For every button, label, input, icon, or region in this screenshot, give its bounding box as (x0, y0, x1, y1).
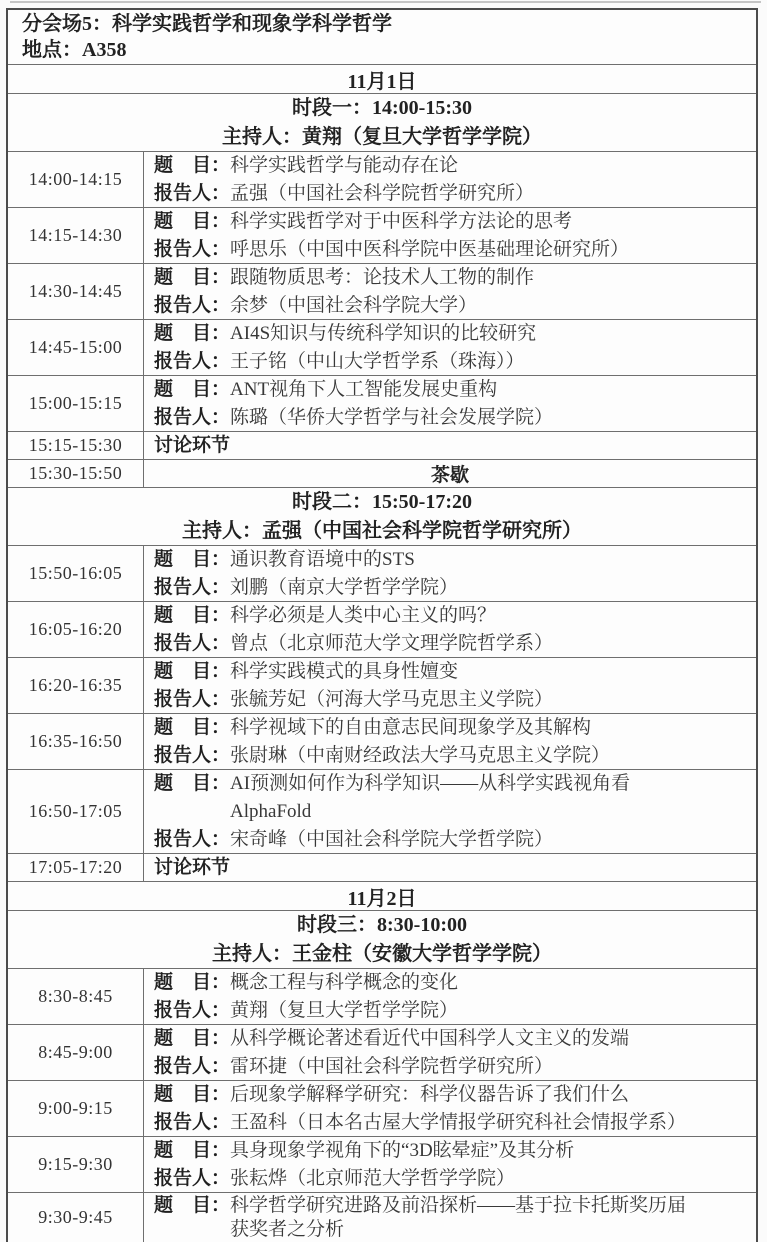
talk-speaker: 孟强（中国社会科学院哲学研究所） (230, 182, 535, 204)
talk-speaker: 呼思乐（中国中医科学院中医基础理论研究所） (230, 238, 630, 260)
time-cell: 8:30-8:45 (8, 969, 144, 1024)
talk-speaker-line (154, 630, 748, 658)
title-label: 题 目： (154, 772, 231, 794)
talk-row (8, 375, 756, 431)
table-header-cell (8, 10, 756, 64)
talk-title-line (154, 152, 748, 180)
talk-speaker: 宋奇峰（中国社会科学院大学哲学院） (230, 828, 554, 850)
talk-cell (144, 1193, 756, 1242)
talk-speaker: 张耘烨（北京师范大学哲学学院） (230, 1167, 516, 1189)
time-cell: 9:00-9:15 (8, 1081, 144, 1136)
session2-chair: 主持人：孟强（中国社会科学院哲学研究所） (182, 519, 582, 542)
speaker-label: 报告人： (154, 1111, 231, 1133)
time-cell: 14:00-14:15 (8, 152, 144, 207)
talk-speaker-line (154, 1109, 748, 1137)
session1-header-row (8, 93, 756, 151)
speaker-label: 报告人： (154, 182, 231, 204)
talk-row (8, 207, 756, 263)
talk-speaker-line (154, 1165, 748, 1193)
talk-title-line (154, 1081, 748, 1109)
speaker-label: 报告人： (154, 238, 231, 260)
tea-break-row (8, 459, 756, 487)
talk-title: AI预测如何作为科学知识——从科学实践视角看AlphaFold (230, 772, 631, 822)
page-edge-line (10, 1, 761, 3)
title-label: 题 目： (154, 604, 231, 626)
talk-speaker-line (154, 997, 748, 1025)
talk-row (8, 1024, 756, 1080)
speaker-label: 报告人： (154, 828, 231, 850)
title-label: 题 目： (154, 1139, 231, 1161)
title-label: 题 目： (154, 210, 231, 232)
talk-title-line (154, 969, 748, 997)
talk-speaker: 曾点（北京师范大学文理学院哲学系） (230, 632, 554, 654)
discussion-cell (144, 854, 756, 881)
talk-cell (144, 152, 756, 207)
talk-title: 科学实践模式的具身性嬗变 (230, 660, 459, 682)
session1-chair: 主持人：黄翔（复旦大学哲学学院） (222, 125, 542, 148)
time-cell: 16:35-16:50 (8, 714, 144, 769)
talk-title: 科学哲学研究进路及前沿探析——基于拉卡托斯奖历届获奖者之分析 (230, 1194, 687, 1240)
talk-speaker-line (154, 742, 748, 770)
time-cell: 15:50-16:05 (8, 546, 144, 601)
talk-speaker: 刘鹏（南京大学哲学学院） (230, 576, 459, 598)
session3-title: 时段三：8:30-10:00 (297, 913, 467, 936)
talk-speaker: 黄翔（复旦大学哲学学院） (230, 999, 459, 1021)
talk-row (8, 601, 756, 657)
talk-title-line (154, 1194, 748, 1242)
tea-break-label: 茶歇 (430, 465, 469, 486)
time-cell: 16:20-16:35 (8, 658, 144, 713)
title-label: 题 目： (154, 548, 231, 570)
talk-title: 概念工程与科学概念的变化 (230, 971, 459, 993)
time-cell: 15:00-15:15 (8, 376, 144, 431)
talk-title-line (154, 602, 748, 630)
title-label: 题 目： (154, 660, 231, 682)
discussion-label: 讨论环节 (154, 856, 231, 878)
talk-title-line (154, 264, 748, 292)
session-title: 分会场5：科学实践哲学和现象学科学哲学 (22, 13, 392, 35)
talk-title: 从科学概论著述看近代中国科学人文主义的发端 (230, 1027, 630, 1049)
talk-title: 科学实践哲学对于中医科学方法论的思考 (230, 210, 573, 232)
talk-cell (144, 264, 756, 319)
time-cell: 8:45-9:00 (8, 1025, 144, 1080)
discussion-row (8, 431, 756, 459)
talk-row (8, 545, 756, 601)
title-label: 题 目： (154, 1083, 231, 1105)
talk-title-line (154, 1137, 748, 1165)
talk-cell (144, 969, 756, 1024)
speaker-label: 报告人： (154, 350, 231, 372)
time-cell: 16:05-16:20 (8, 602, 144, 657)
speaker-label: 报告人： (154, 999, 231, 1021)
talk-row (8, 968, 756, 1024)
talk-row-clipped (8, 1192, 756, 1242)
talk-speaker-line (154, 292, 748, 320)
talk-title-line (154, 546, 748, 574)
speaker-label: 报告人： (154, 294, 231, 316)
talk-speaker-line (154, 574, 748, 602)
talk-row (8, 263, 756, 319)
talk-title: 跟随物质思考：论技术人工物的制作 (230, 266, 535, 288)
talk-cell (144, 1081, 756, 1136)
talk-row (8, 769, 756, 853)
discussion-cell (144, 432, 756, 459)
talk-cell (144, 770, 756, 853)
session2-title: 时段二：15:50-17:20 (292, 490, 472, 513)
talk-speaker: 陈璐（华侨大学哲学与社会发展学院） (230, 406, 554, 428)
talk-title: 科学必须是人类中心主义的吗？ (230, 604, 497, 626)
title-label: 题 目： (154, 322, 231, 344)
talk-title-line (154, 1025, 748, 1053)
time-cell: 9:15-9:30 (8, 1137, 144, 1192)
talk-title: 具身现象学视角下的“3D眩晕症”及其分析 (230, 1139, 575, 1161)
talk-speaker-line (154, 404, 748, 432)
talk-title-line (154, 376, 748, 404)
talk-cell (144, 1025, 756, 1080)
talk-cell (144, 714, 756, 769)
time-cell: 15:30-15:50 (8, 460, 144, 487)
speaker-label: 报告人： (154, 688, 231, 710)
talk-cell (144, 602, 756, 657)
location: 地点：A358 (22, 39, 127, 61)
title-label: 题 目： (154, 1194, 231, 1216)
talk-speaker-line (154, 686, 748, 714)
time-cell: 14:30-14:45 (8, 264, 144, 319)
talk-cell (144, 320, 756, 375)
talk-speaker: 张毓芳妃（河海大学马克思主义学院） (230, 688, 554, 710)
time-cell: 17:05-17:20 (8, 854, 144, 881)
talk-title: 后现象学解释学研究：科学仪器告诉了我们什么 (230, 1083, 630, 1105)
talk-speaker: 雷环捷（中国社会科学院哲学研究所） (230, 1055, 554, 1077)
time-cell: 16:50-17:05 (8, 770, 144, 853)
talk-title: 科学实践哲学与能动存在论 (230, 154, 459, 176)
title-label: 题 目： (154, 154, 231, 176)
talk-speaker-line (154, 236, 748, 264)
title-label: 题 目： (154, 378, 231, 400)
talk-title: AI4S知识与传统科学知识的比较研究 (230, 322, 537, 344)
speaker-label: 报告人： (154, 576, 231, 598)
talk-cell (144, 376, 756, 431)
talk-title: 科学视域下的自由意志民间现象学及其解构 (230, 716, 592, 738)
talk-title-line (154, 770, 748, 826)
talk-row (8, 657, 756, 713)
date-day1: 11月1日 (347, 70, 417, 93)
speaker-label: 报告人： (154, 1055, 231, 1077)
title-label: 题 目： (154, 716, 231, 738)
date-row-day2 (8, 881, 756, 910)
talk-cell (144, 208, 756, 263)
time-cell: 14:45-15:00 (8, 320, 144, 375)
title-label: 题 目： (154, 971, 231, 993)
talk-speaker-line (154, 826, 748, 854)
talk-row (8, 319, 756, 375)
date-day2: 11月2日 (347, 887, 417, 910)
talk-speaker-line (154, 180, 748, 208)
time-cell: 14:15-14:30 (8, 208, 144, 263)
date-row-day1 (8, 64, 756, 93)
discussion-row (8, 853, 756, 881)
talk-row (8, 151, 756, 207)
talk-title: ANT视角下人工智能发展史重构 (230, 378, 498, 400)
speaker-label: 报告人： (154, 744, 231, 766)
discussion-label: 讨论环节 (154, 434, 231, 456)
session1-title: 时段一：14:00-15:30 (292, 96, 472, 119)
speaker-label: 报告人： (154, 406, 231, 428)
talk-speaker-line (154, 1053, 748, 1081)
time-cell: 15:15-15:30 (8, 432, 144, 459)
talk-row (8, 1136, 756, 1192)
talk-title-line (154, 714, 748, 742)
session3-header-row (8, 910, 756, 968)
talk-cell (144, 546, 756, 601)
speaker-label: 报告人： (154, 632, 231, 654)
schedule-table (6, 8, 758, 1242)
talk-row (8, 713, 756, 769)
session3-chair: 主持人：王金柱（安徽大学哲学学院） (212, 942, 552, 965)
talk-title-line (154, 320, 748, 348)
talk-row (8, 1080, 756, 1136)
session2-header-row (8, 487, 756, 545)
talk-speaker-line (154, 348, 748, 376)
talk-speaker: 张尉琳（中南财经政法大学马克思主义学院） (230, 744, 611, 766)
talk-title-line (154, 658, 748, 686)
talk-speaker: 王子铭（中山大学哲学系（珠海）） (230, 350, 525, 372)
talk-title: 通识教育语境中的STS (230, 548, 415, 570)
title-label: 题 目： (154, 266, 231, 288)
talk-cell (144, 1137, 756, 1192)
talk-speaker: 王盈科（日本名古屋大学情报学研究科社会情报学系） (230, 1111, 687, 1133)
time-cell: 9:30-9:45 (8, 1193, 144, 1242)
talk-cell (144, 658, 756, 713)
title-label: 题 目： (154, 1027, 231, 1049)
talk-speaker: 余梦（中国社会科学院大学） (230, 294, 478, 316)
speaker-label: 报告人： (154, 1167, 231, 1189)
talk-title-line (154, 208, 748, 236)
